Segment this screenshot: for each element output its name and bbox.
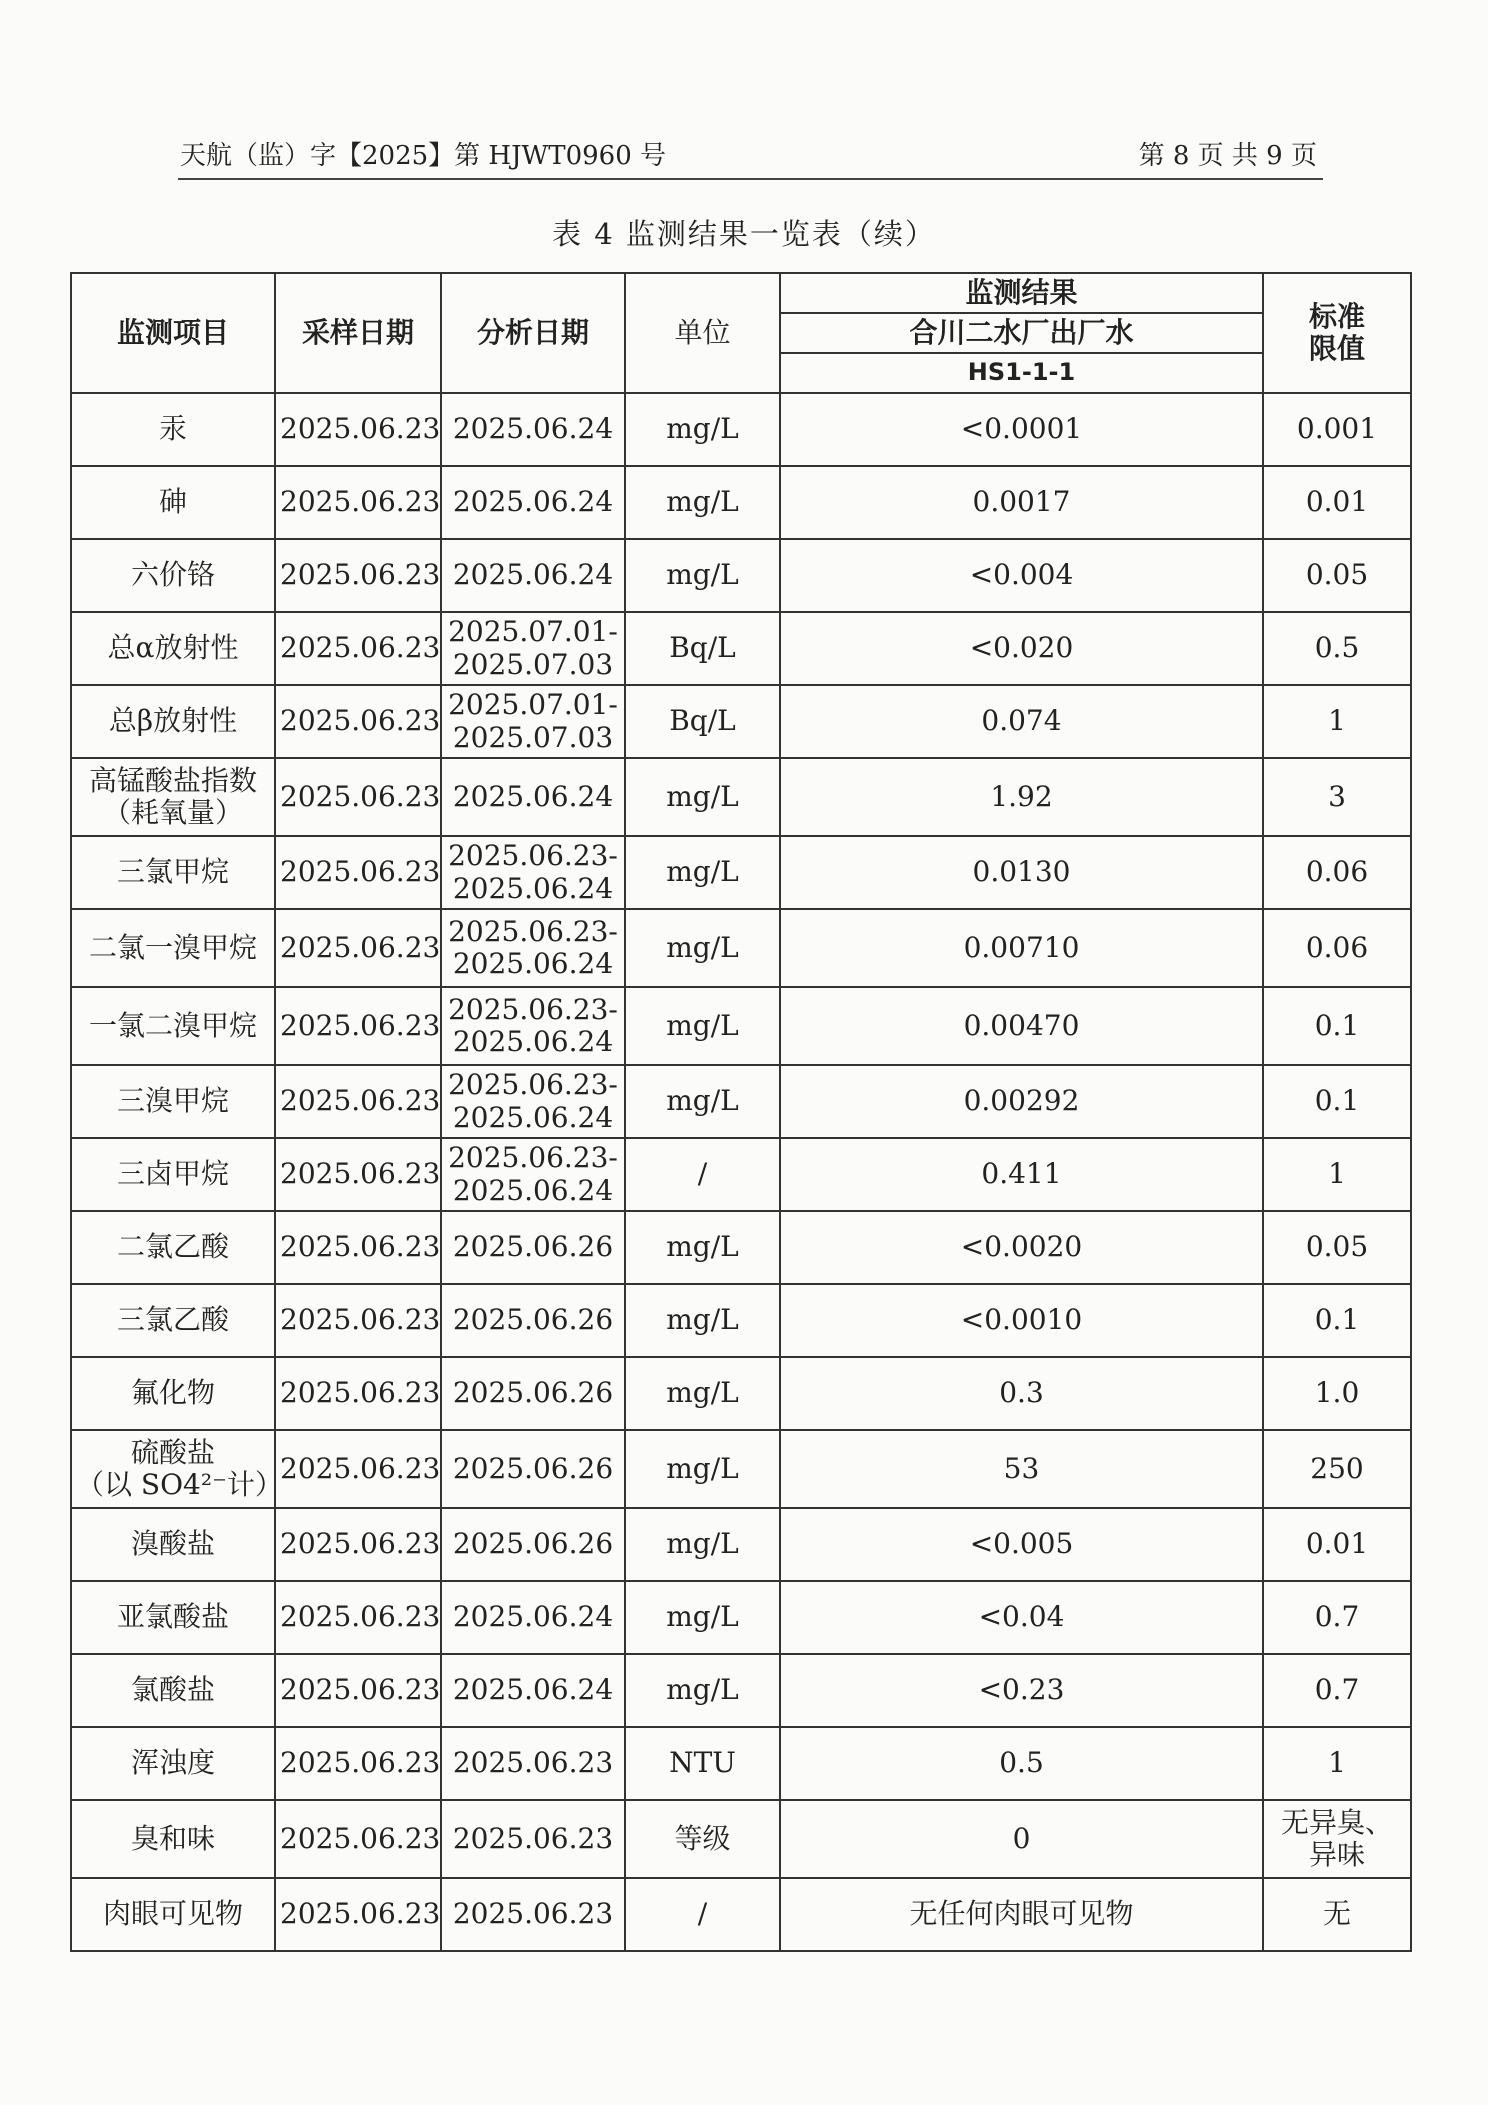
cell-item: 三氯甲烷 [71,836,275,909]
cell-sample-date: 2025.06.23 [275,1878,441,1951]
cell-unit: mg/L [625,1430,780,1508]
item-note: （以 SO4²⁻计） [76,1468,283,1501]
table-row [71,1284,1411,1357]
cell-sample-date: 2025.06.23 [275,539,441,612]
table-row [71,393,1411,466]
cell-unit: mg/L [625,1065,780,1138]
cell-item: 亚氯酸盐 [71,1581,275,1654]
cell-item: 一氯二溴甲烷 [71,987,275,1065]
page-indicator: 第 8 页 共 9 页 [1138,141,1317,171]
cell-result: 53 [780,1430,1263,1508]
cell-result: 0.411 [780,1138,1263,1211]
table-row [71,1727,1411,1800]
cell-limit: 0.1 [1263,1284,1411,1357]
cell-sample-date: 2025.06.23 [275,1654,441,1727]
analysis-start: 2025.06.23- [448,1068,618,1102]
cell-limit: 无 [1263,1878,1411,1951]
cell-sample-date: 2025.06.23 [275,1065,441,1138]
header-limit [1263,273,1411,393]
cell-result: <0.23 [780,1654,1263,1727]
cell-item: 溴酸盐 [71,1508,275,1581]
cell-analysis-date: 2025.06.26 [441,1284,625,1357]
cell-limit: 3 [1263,758,1411,836]
cell-item: 三卤甲烷 [71,1138,275,1211]
cell-sample-date: 2025.06.23 [275,1138,441,1211]
cell-item: 肉眼可见物 [71,1878,275,1951]
table-row [71,1878,1411,1951]
table-row [71,836,1411,909]
cell-unit: 等级 [625,1800,780,1878]
cell-unit: mg/L [625,393,780,466]
cell-limit: 250 [1263,1430,1411,1508]
cell-result: <0.0001 [780,393,1263,466]
cell-item: 氟化物 [71,1357,275,1430]
cell-item: 臭和味 [71,1800,275,1878]
cell-limit: 1 [1263,685,1411,758]
cell-item: 汞 [71,393,275,466]
cell-sample-date: 2025.06.23 [275,612,441,685]
cell-sample-date: 2025.06.23 [275,1357,441,1430]
cell-result: 无任何肉眼可见物 [780,1878,1263,1951]
header-site: 合川二水厂出厂水 [780,313,1263,353]
cell-analysis-date: 2025.06.23 [441,1878,625,1951]
cell-limit: 1 [1263,1727,1411,1800]
cell-limit: 0.05 [1263,539,1411,612]
table-row [71,466,1411,539]
cell-result: 1.92 [780,758,1263,836]
table-body [71,393,1411,1951]
header-sample-date: 采样日期 [275,273,441,393]
cell-limit: 1 [1263,1138,1411,1211]
table-row [71,685,1411,758]
cell-result: 0.3 [780,1357,1263,1430]
cell-analysis-date [441,987,625,1065]
cell-sample-date: 2025.06.23 [275,836,441,909]
cell-sample-date: 2025.06.23 [275,466,441,539]
cell-item: 三溴甲烷 [71,1065,275,1138]
table-row [71,987,1411,1065]
cell-analysis-date [441,685,625,758]
cell-analysis-date: 2025.06.26 [441,1211,625,1284]
cell-sample-date: 2025.06.23 [275,1430,441,1508]
table-row [71,909,1411,987]
analysis-end: 2025.06.24 [452,871,614,905]
header-unit: 单位 [625,273,780,393]
cell-unit: / [625,1878,780,1951]
cell-item: 二氯一溴甲烷 [71,909,275,987]
cell-item: 六价铬 [71,539,275,612]
cell-analysis-date: 2025.06.23 [441,1727,625,1800]
cell-analysis-date: 2025.06.24 [441,466,625,539]
cell-analysis-date: 2025.06.24 [441,758,625,836]
cell-unit: Bq/L [625,685,780,758]
cell-result: <0.020 [780,612,1263,685]
cell-result: 0.00470 [780,987,1263,1065]
cell-item [71,1430,283,1508]
cell-result: <0.005 [780,1508,1263,1581]
cell-unit: mg/L [625,539,780,612]
cell-analysis-date: 2025.06.23 [441,1800,625,1878]
cell-unit: mg/L [625,758,780,836]
analysis-start: 2025.06.23- [448,839,618,873]
cell-analysis-date: 2025.06.24 [441,539,625,612]
cell-analysis-date [441,1138,625,1211]
cell-limit: 0.7 [1263,1581,1411,1654]
cell-analysis-date [441,909,625,987]
cell-limit: 0.5 [1263,612,1411,685]
analysis-start: 2025.07.01- [448,688,618,722]
analysis-start: 2025.07.01- [448,615,618,649]
cell-limit: 0.05 [1263,1211,1411,1284]
cell-unit: mg/L [625,466,780,539]
cell-analysis-date: 2025.06.26 [441,1357,625,1430]
cell-result: 0.0017 [780,466,1263,539]
table-row [71,1211,1411,1284]
header-limit-line1: 标准 [1308,299,1365,333]
cell-sample-date: 2025.06.23 [275,393,441,466]
cell-sample-date: 2025.06.23 [275,1727,441,1800]
cell-sample-date: 2025.06.23 [275,1581,441,1654]
cell-unit: mg/L [625,1654,780,1727]
cell-item: 氯酸盐 [71,1654,275,1727]
item-name: 硫酸盐 [130,1435,215,1469]
cell-limit: 1.0 [1263,1357,1411,1430]
cell-sample-date: 2025.06.23 [275,909,441,987]
table-row [71,1581,1411,1654]
cell-sample-date: 2025.06.23 [275,1508,441,1581]
cell-result: 0 [780,1800,1263,1878]
table-row [71,1800,1411,1878]
table-row [71,1430,1411,1508]
table-row [71,1138,1411,1211]
cell-limit: 无异臭、异味 [1263,1800,1411,1878]
analysis-end: 2025.06.24 [452,947,614,980]
cell-sample-date: 2025.06.23 [275,1284,441,1357]
analysis-end: 2025.06.24 [452,1173,614,1207]
header-result: 监测结果 [780,273,1263,313]
cell-sample-date: 2025.06.23 [275,685,441,758]
table-row [71,1065,1411,1138]
cell-result: <0.0010 [780,1284,1263,1357]
cell-limit: 0.01 [1263,1508,1411,1581]
cell-analysis-date: 2025.06.24 [441,1654,625,1727]
cell-limit: 0.01 [1263,466,1411,539]
cell-analysis-date: 2025.06.24 [441,393,625,466]
table-row [71,612,1411,685]
cell-unit: mg/L [625,987,780,1065]
cell-analysis-date: 2025.06.24 [441,1581,625,1654]
cell-limit: 0.1 [1263,1065,1411,1138]
cell-result: <0.004 [780,539,1263,612]
table-row [71,758,1411,836]
cell-item: 总β放射性 [71,685,275,758]
report-number: 天航（监）字【2025】第 HJWT0960 号 [180,141,667,171]
cell-unit: mg/L [625,1357,780,1430]
cell-analysis-date: 2025.06.26 [441,1430,625,1508]
table-row [71,1357,1411,1430]
cell-unit: / [625,1138,780,1211]
cell-unit: mg/L [625,1284,780,1357]
header-limit-line2: 限值 [1308,332,1365,365]
cell-result: <0.04 [780,1581,1263,1654]
analysis-start: 2025.06.23- [448,1141,618,1175]
page-header [178,140,1323,180]
cell-unit: mg/L [625,909,780,987]
cell-unit: Bq/L [625,612,780,685]
cell-limit: 0.06 [1263,836,1411,909]
table-row [71,539,1411,612]
cell-result: 0.0130 [780,836,1263,909]
cell-item: 高锰酸盐指数（耗氧量） [71,758,275,836]
cell-unit: NTU [625,1727,780,1800]
cell-item: 总α放射性 [71,612,275,685]
analysis-end: 2025.07.03 [452,720,614,754]
cell-analysis-date [441,612,625,685]
analysis-end: 2025.07.03 [452,647,614,681]
cell-unit: mg/L [625,836,780,909]
cell-item: 浑浊度 [71,1727,275,1800]
cell-analysis-date: 2025.06.26 [441,1508,625,1581]
header-item: 监测项目 [71,273,275,393]
analysis-start: 2025.06.23- [448,914,618,948]
cell-result: 0.5 [780,1727,1263,1800]
cell-limit: 0.001 [1263,393,1411,466]
table-row [71,1508,1411,1581]
cell-sample-date: 2025.06.23 [275,758,441,836]
header-analysis-date: 分析日期 [441,273,625,393]
analysis-start: 2025.06.23- [448,992,618,1026]
cell-limit: 0.7 [1263,1654,1411,1727]
cell-result: <0.0020 [780,1211,1263,1284]
cell-sample-date: 2025.06.23 [275,1211,441,1284]
cell-item: 二氯乙酸 [71,1211,275,1284]
cell-limit: 0.1 [1263,987,1411,1065]
monitoring-results-table [70,272,1412,1952]
cell-result: 0.074 [780,685,1263,758]
cell-analysis-date [441,836,625,909]
cell-result: 0.00710 [780,909,1263,987]
cell-unit: mg/L [625,1211,780,1284]
analysis-end: 2025.06.24 [452,1025,614,1058]
cell-result: 0.00292 [780,1065,1263,1138]
cell-item: 三氯乙酸 [71,1284,275,1357]
cell-unit: mg/L [625,1508,780,1581]
cell-sample-date: 2025.06.23 [275,987,441,1065]
table-row [71,1654,1411,1727]
table-caption: 表 4 监测结果一览表（续） [552,217,936,251]
cell-sample-date: 2025.06.23 [275,1800,441,1878]
header-sample-code: HS1-1-1 [780,353,1263,393]
cell-item: 砷 [71,466,275,539]
cell-limit: 0.06 [1263,909,1411,987]
analysis-end: 2025.06.24 [452,1100,614,1134]
cell-analysis-date [441,1065,625,1138]
cell-unit: mg/L [625,1581,780,1654]
